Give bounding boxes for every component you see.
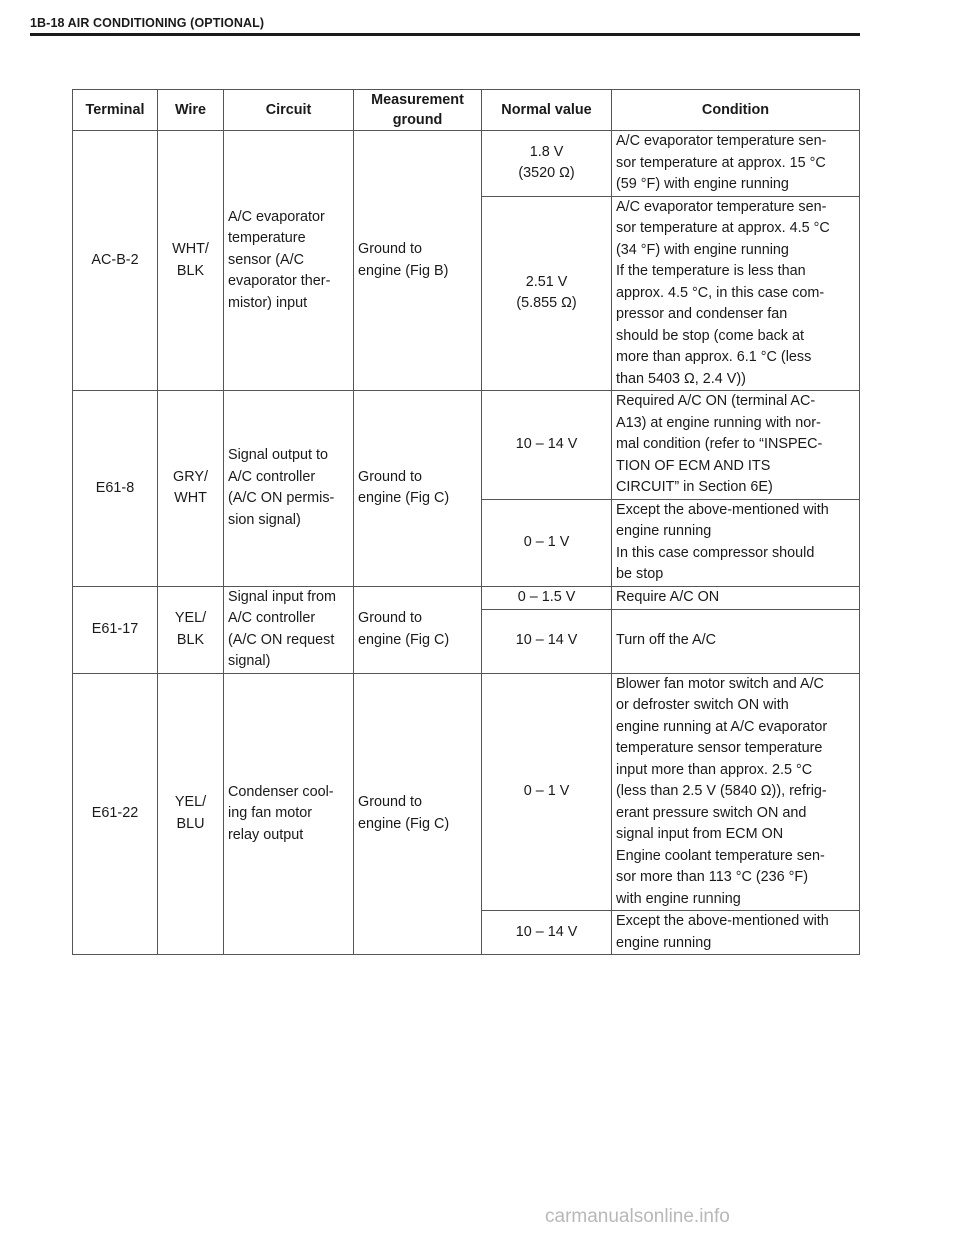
page-title: 1B-18 AIR CONDITIONING (OPTIONAL) xyxy=(30,16,265,30)
table-body xyxy=(73,131,860,955)
col-header-wire: Wire xyxy=(158,90,224,131)
ground-cell: Ground to engine (Fig C) xyxy=(354,673,482,955)
terminal-cell: E61-8 xyxy=(73,391,158,587)
normal-value-cell: 10 – 14 V xyxy=(482,911,612,955)
condition-cell: A/C evaporator temperature sen- sor temperature at approx. 15 °C (59 °F) with engine running xyxy=(612,131,860,197)
condition-cell: Except the above-mentioned with engine running In this case compressor should be stop xyxy=(612,499,860,586)
ground-cell: Ground to engine (Fig C) xyxy=(354,586,482,673)
normal-value-cell: 0 – 1 V xyxy=(482,499,612,586)
normal-value-cell: 2.51 V (5.855 Ω) xyxy=(482,196,612,391)
watermark: carmanualsonline.info xyxy=(545,1206,730,1227)
ground-cell: Ground to engine (Fig C) xyxy=(354,391,482,587)
circuit-cell: Signal output to A/C controller (A/C ON permis- sion signal) xyxy=(224,391,354,587)
condition-cell: Except the above-mentioned with engine running xyxy=(612,911,860,955)
normal-value-cell: 10 – 14 V xyxy=(482,609,612,673)
header-rule xyxy=(30,33,860,36)
terminal-cell: AC-B-2 xyxy=(73,131,158,391)
circuit-cell: Signal input from A/C controller (A/C ON request signal) xyxy=(224,586,354,673)
condition-cell: Require A/C ON xyxy=(612,586,860,609)
page-header xyxy=(30,16,860,36)
terminal-cell: E61-22 xyxy=(73,673,158,955)
table-row xyxy=(73,673,860,911)
table-row xyxy=(73,586,860,609)
wire-cell: GRY/ WHT xyxy=(158,391,224,587)
normal-value-cell: 1.8 V (3520 Ω) xyxy=(482,131,612,197)
table-header-row xyxy=(73,90,860,131)
terminal-spec-table xyxy=(72,89,860,955)
ground-cell: Ground to engine (Fig B) xyxy=(354,131,482,391)
condition-cell: Turn off the A/C xyxy=(612,609,860,673)
wire-cell: WHT/ BLK xyxy=(158,131,224,391)
wire-cell: YEL/ BLK xyxy=(158,586,224,673)
normal-value-cell: 0 – 1 V xyxy=(482,673,612,911)
condition-cell: Required A/C ON (terminal AC- A13) at engine running with nor- mal condition (refer to “INSPEC- TION OF ECM AND ITS CIRCUIT” in Section 6E) xyxy=(612,391,860,500)
col-header-ground: Measurement ground xyxy=(354,90,482,131)
wire-cell: YEL/ BLU xyxy=(158,673,224,955)
table-row xyxy=(73,131,860,197)
circuit-cell: A/C evaporator temperature sensor (A/C evaporator ther- mistor) input xyxy=(224,131,354,391)
normal-value-cell: 10 – 14 V xyxy=(482,391,612,500)
terminal-cell: E61-17 xyxy=(73,586,158,673)
col-header-value: Normal value xyxy=(482,90,612,131)
col-header-circuit: Circuit xyxy=(224,90,354,131)
condition-cell: Blower fan motor switch and A/C or defroster switch ON with engine running at A/C evaporator temperature sensor temperature input more than approx. 2.5 °C (less than 2.5 V (5840 Ω)), refrig- erant pressure switch ON and signal input from ECM ON Engine coolant temperature sen- sor more than 113 °C (236 °F) with engine running xyxy=(612,673,860,911)
table-row xyxy=(73,391,860,500)
normal-value-cell: 0 – 1.5 V xyxy=(482,586,612,609)
col-header-condition: Condition xyxy=(612,90,860,131)
circuit-cell: Condenser cool- ing fan motor relay output xyxy=(224,673,354,955)
col-header-terminal: Terminal xyxy=(73,90,158,131)
condition-cell: A/C evaporator temperature sen- sor temperature at approx. 4.5 °C (34 °F) with engine running If the temperature is less than approx. 4.5 °C, in this case com- pressor and condenser fan should be stop (come back at more than approx. 6.1 °C (less than 5403 Ω, 2.4 V)) xyxy=(612,196,860,391)
